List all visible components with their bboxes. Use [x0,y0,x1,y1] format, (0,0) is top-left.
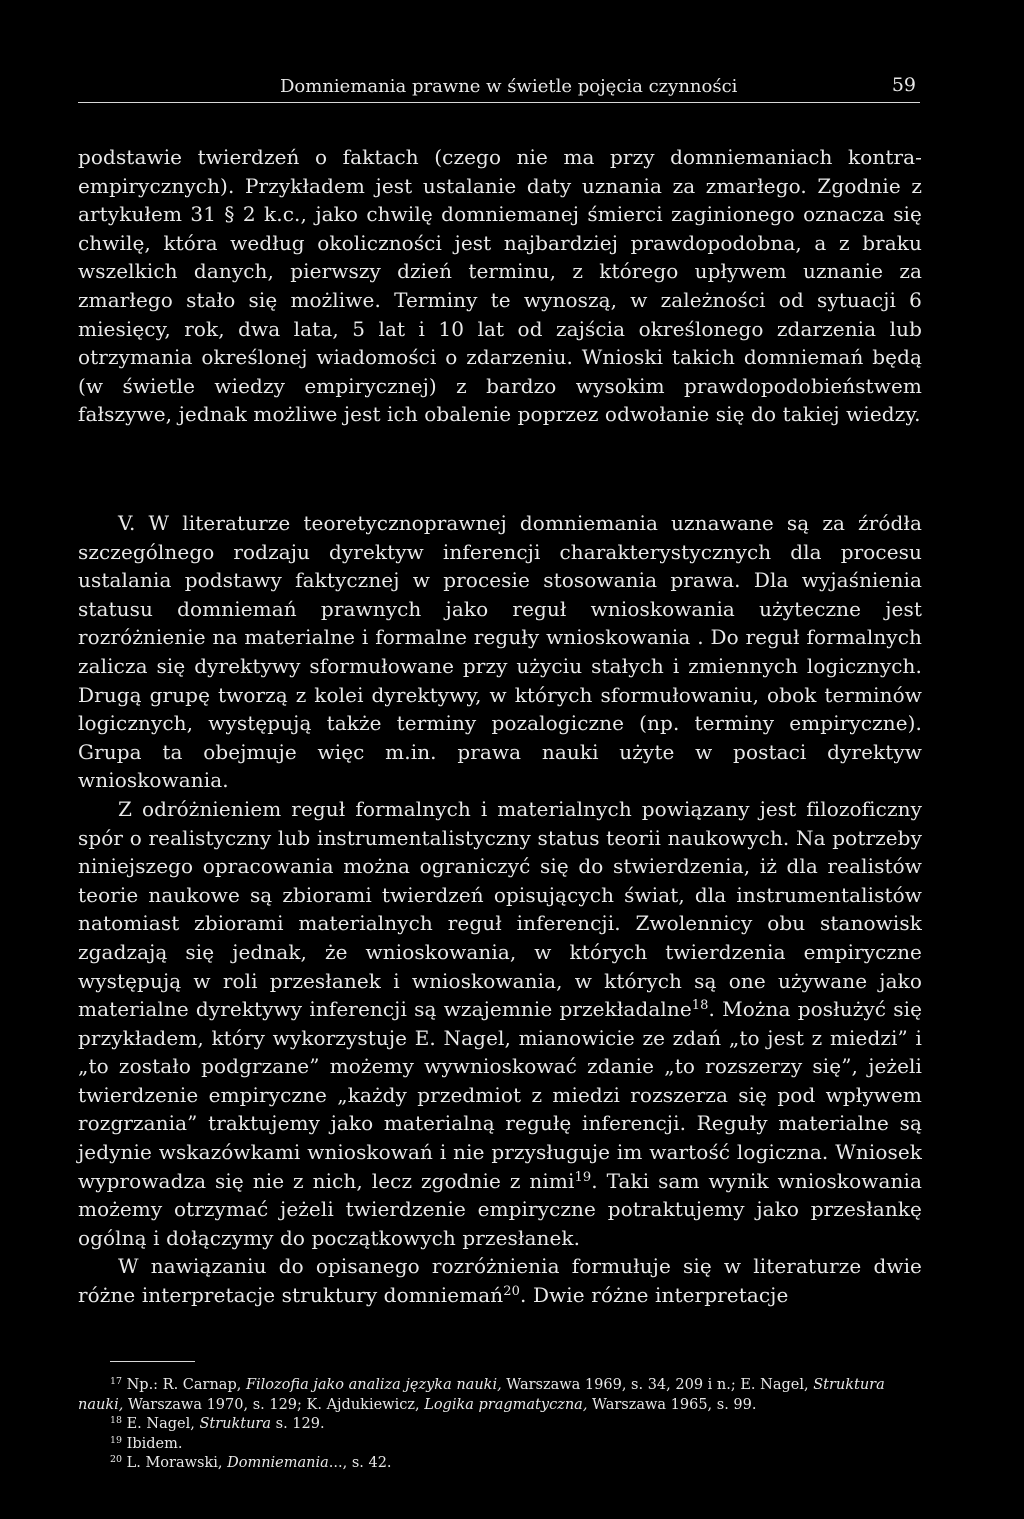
footnote-17-text: Np.: R. Carnap, [121,1377,246,1393]
footnote-number-20: 20 [110,1453,122,1465]
footnote-18 [78,1415,922,1435]
footnote-17-title-carnap: Filozofia jako analiza języka nauki, [245,1377,502,1393]
footnote-17 [78,1376,922,1415]
footnote-17-title-nagel: Struktura nauki, [78,1377,885,1413]
footnote-ref-20: 20 [503,1283,521,1299]
footnote-18-text: s. 129. [271,1416,325,1432]
footnote-number-18: 18 [110,1414,122,1426]
page-number: 59 [891,74,916,96]
footnote-separator [110,1361,195,1362]
footnote-number-17: 17 [110,1375,122,1387]
footnote-20-text: L. Morawski, [121,1455,228,1471]
footnote-17-text: Warszawa 1969, s. 34, 209 i n.; E. Nagel, [501,1377,814,1393]
footnote-18-text: E. Nagel, [121,1416,200,1432]
paragraph-continued: podstawie twierdzeń o faktach (czego nie ma przy domniemaniach kontra-empirycznych). Przykładem jest ustalanie daty uznania za zmarłego. Zgodnie z artykułem 31 § 2 k.c., jako chwilę domniemanej śmierci zaginionego oznacza się chwilę, która według okoliczności jest najbardziej prawdopodobna, a z braku wszelkich danych, pierwszy dzień terminu, z którego upływem uznanie za zmarłego stało się możliwe. Terminy te wynoszą, w zależności od sytuacji 6 miesięcy, rok, dwa lata, 5 lat i 10 lat od zajścia określonego zdarzenia lub otrzymania określonej wiadomości o zdarzeniu. Wnioski takich domniemań będą (w świetle wiedzy empirycznej) z bardzo wysokim prawdopodobieństwem fałszywe, jednak możliwe jest ich obalenie poprzez odwołanie się do takiej wiedzy. [78,145,922,427]
footnotes [78,1376,922,1474]
paragraph-section-v: V. W literaturze teoretycznoprawnej domniemania uznawane są za źródła szczególnego rodzaju dyrektyw inferencji charakterystycznych dla procesu ustalania podstawy faktycznej w procesie stosowania prawa. Dla wyjaśnienia statusu domniemań prawnych jako reguł wnioskowania użyteczne jest rozróżnienie na materialne i formalne reguły wnioskowania . Do reguł formalnych zalicza się dyrektywy sformułowane przy użyciu stałych i zmiennych logicznych. Drugą grupę tworzą z kolei dyrektywy, w których sformułowaniu, obok terminów logicznych, występują także terminy pozalogiczne (np. terminy empiryczne). Grupa ta obejmuje więc m.in. prawa nauki użyte w postaci dyrektyw wnioskowania. [78,511,922,793]
footnote-17-text: Warszawa 1970, s. 129; K. Ajdukiewicz, [123,1396,425,1413]
footnote-ref-19: 19 [574,1169,592,1185]
paragraph-realism [78,795,922,1253]
paragraph-interpretations-text-a: W nawiązaniu do opisanego rozróżnienia formułuje się w literaturze dwie różne interpretacje struktury domniemań [78,1254,922,1308]
footnote-20 [78,1454,922,1474]
paragraph-interpretations [78,1252,922,1309]
footnote-17-text: Warszawa 1965, s. 99. [587,1396,757,1413]
running-header [78,74,920,103]
footnote-20-title: Domniemania [227,1455,329,1471]
footnote-18-title: Struktura [199,1416,272,1432]
body-text-top [78,143,922,429]
paragraph-interpretations-text-b: . Dwie różne interpretacje [520,1283,789,1308]
paragraph-realism-text-c: . Taki sam wynik wnioskowania możemy otrzymać jeżeli twierdzenie empiryczne potraktujemy jako przesłankę ogólną i dołączymy do początkowych przesłanek. [78,1168,922,1250]
footnote-19 [78,1435,922,1455]
footnote-17-title-ajdukiewicz: Logika pragmatyczna, [424,1396,588,1413]
footnote-number-19: 19 [110,1434,122,1446]
footnote-20-text: ..., s. 42. [328,1455,392,1471]
running-title: Domniemania prawne w świetle pojęcia czynności [280,76,738,97]
body-text-section-v [78,509,922,1310]
footnote-19-text: Ibidem. [121,1435,183,1452]
paragraph-realism-text-a: Z odróżnieniem reguł formalnych i materialnych powiązany jest filozoficzny spór o realistyczny lub instrumentalistyczny status teorii naukowych. Na potrzeby niniejszego opracowania można ograniczyć się do stwierdzenia, iż dla realistów teorie naukowe są zbiorami twierdzeń opisujących świat, dla instrumentalistów natomiast zbiorami materialnych reguł inferencji. Zwolennicy obu stanowisk zgadzają się jednak, że wnioskowania, w których twierdzenia empiryczne występują w roli przesłanek i wnioskowania, w których są one używane jako materialne dyrektywy inferencji są wzajemnie przekładalne [78,796,922,1022]
paragraph-realism-text-b: . Można posłużyć się przykładem, który wykorzystuje E. Nagel, mianowicie ze zdań „to jest z miedzi” i „to zostało podgrzane” możemy wywnioskować zdanie „to rozszerzy się”, jeżeli twierdzenie empiryczne „każdy przedmiot z miedzi rozszerza się pod wpływem rozgrzania” traktujemy jako materialną regułę inferencji. Reguły materialne są jedynie wskazówkami wnioskowań i nie przysługuje im wartość logiczna. Wniosek wyprowadza się nie z nich, lecz zgodnie z nimi [78,997,922,1193]
footnote-ref-18: 18 [691,997,709,1013]
